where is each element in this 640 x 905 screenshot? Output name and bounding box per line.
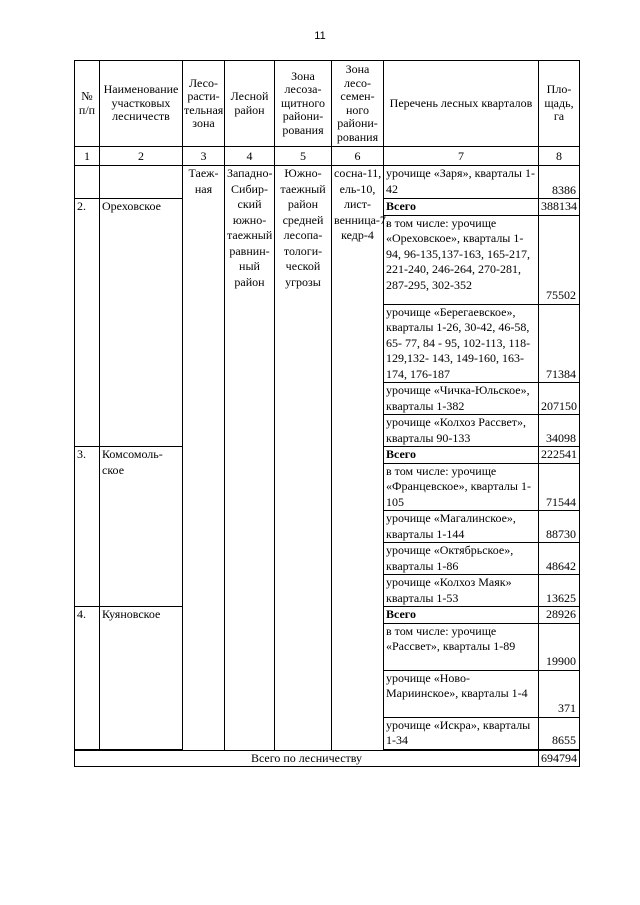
row-num: 3. [75, 447, 100, 607]
forest-region-cell: Западно-Сибир-ский южно-таежный равнин-ный район [225, 166, 275, 751]
col-number: 3 [183, 147, 225, 166]
col-number: 6 [332, 147, 384, 166]
row-num: 4. [75, 607, 100, 750]
quarter-area: 8386 [539, 166, 580, 199]
table-row [75, 166, 580, 199]
row-name: Куяновское [100, 607, 183, 750]
row-name: Комсомоль-ское [100, 447, 183, 607]
total-label: Всего [384, 199, 539, 216]
quarter-text: урочище «Заря», кварталы 1-42 [384, 166, 539, 199]
quarter-text: в том числе: урочище «Францевское», кварталы 1-105 [384, 463, 539, 511]
header-name: Наименование участковых лесничеств [100, 61, 183, 147]
quarter-text: урочище «Ново-Мариинское», кварталы 1-4 [384, 670, 539, 717]
col-number: 1 [75, 147, 100, 166]
header-num: № п/п [75, 61, 100, 147]
quarter-area: 71384 [539, 304, 580, 383]
total-label: Всего [384, 447, 539, 464]
page-number: 11 [314, 30, 326, 42]
row-num: 2. [75, 199, 100, 447]
total-label: Всего [384, 607, 539, 624]
total-area: 222541 [539, 447, 580, 464]
row-num [75, 166, 100, 199]
quarter-text: в том числе: урочище «Рассвет», кварталы 1-89 [384, 623, 539, 670]
quarter-area: 48642 [539, 543, 580, 575]
quarter-area: 207150 [539, 383, 580, 415]
quarter-area: 71544 [539, 463, 580, 511]
quarter-text: урочище «Берегаевское», кварталы 1-26, 30-42, 46-58, 65- 77, 84 - 95, 102-113, 118-129,132- 143, 149-160, 163-174, 176-187 [384, 304, 539, 383]
quarter-text: урочище «Колхоз Рассвет», кварталы 90-133 [384, 415, 539, 447]
quarter-area: 8655 [539, 717, 580, 749]
quarter-area: 13625 [539, 575, 580, 607]
quarter-area: 88730 [539, 511, 580, 543]
quarter-area: 75502 [539, 215, 580, 304]
quarter-text: в том числе: урочище «Ореховское», кварталы 1-94, 96-135,137-163, 165-217, 221-240, 246-264, 270-281, 287-295, 302-352 [384, 215, 539, 304]
header-area: Пло-щадь, га [539, 61, 580, 147]
row-name [100, 166, 183, 199]
veg-zone-cell: Таеж-ная [183, 166, 225, 751]
protect-zone-cell: Южно-таежный район средней лесопа-тологи-ческой угрозы [275, 166, 332, 751]
header-seed-zone: Зона лесо-семен-ного райони-рования [332, 61, 384, 147]
quarter-area: 371 [539, 670, 580, 717]
column-number-row [75, 147, 580, 166]
quarter-text: урочище «Октябрьское», кварталы 1-86 [384, 543, 539, 575]
col-number: 5 [275, 147, 332, 166]
seed-zone-cell: сосна-11, ель-10, лист-венница-7, кедр-4 [332, 166, 384, 751]
grand-total-row [75, 750, 580, 767]
col-number: 2 [100, 147, 183, 166]
header-row [75, 61, 580, 147]
quarter-text: урочище «Искра», кварталы 1-34 [384, 717, 539, 749]
grand-total-label: Всего по лесничеству [75, 750, 539, 767]
row-name: Ореховское [100, 199, 183, 447]
quarter-area: 34098 [539, 415, 580, 447]
grand-total-value: 694794 [539, 750, 580, 767]
col-number: 8 [539, 147, 580, 166]
header-protect-zone: Зона лесоза-щитного райони-рования [275, 61, 332, 147]
total-area: 388134 [539, 199, 580, 216]
quarter-text: урочище «Магалинское», кварталы 1-144 [384, 511, 539, 543]
header-forest-region: Лесной район [225, 61, 275, 147]
quarter-text: урочище «Чичка-Юльское», кварталы 1-382 [384, 383, 539, 415]
forest-quarters-table [74, 60, 580, 767]
col-number: 4 [225, 147, 275, 166]
total-area: 28926 [539, 607, 580, 624]
header-veg-zone: Лесо-расти-тельная зона [183, 61, 225, 147]
col-number: 7 [384, 147, 539, 166]
header-quarters: Перечень лесных кварталов [384, 61, 539, 147]
quarter-text: урочище «Колхоз Маяк» кварталы 1-53 [384, 575, 539, 607]
quarter-area: 19900 [539, 623, 580, 670]
